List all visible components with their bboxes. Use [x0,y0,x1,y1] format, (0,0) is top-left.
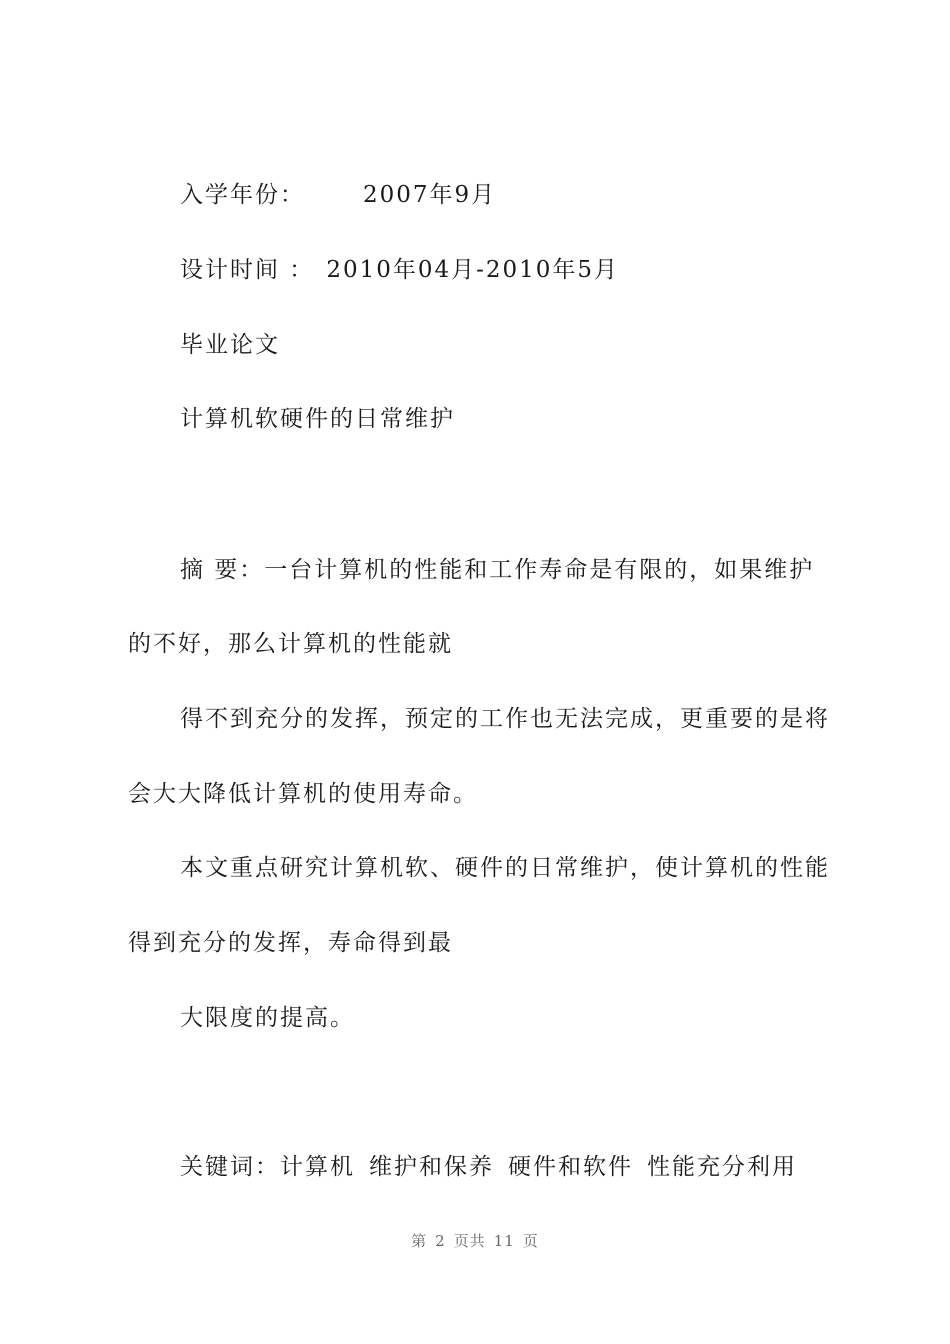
abstract-line: 会大大降低计算机的使用寿命。 [128,781,478,807]
keywords-label: 关键词： [180,1154,280,1180]
design-time-value: 2010年04月-2010年5月 [326,257,620,283]
keywords-line [180,1152,797,1182]
footer-prefix: 第 [411,1232,428,1250]
abstract-line: 大限度的提高。 [180,1005,355,1031]
design-time-line [180,255,619,285]
thesis-title: 计算机软硬件的日常维护 [180,406,455,432]
footer-total-pages: 11 [493,1232,515,1250]
footer-suffix: 页 [522,1232,539,1250]
keyword-item: 计算机 [280,1154,355,1180]
doc-type: 毕业论文 [180,332,280,358]
abstract-line: 摘 要：一台计算机的性能和工作寿命是有限的，如果维护 [180,557,815,583]
enroll-year-value: 2007年9月 [363,182,497,208]
design-time-label: 设计时间 ： [180,257,315,283]
abstract-line: 的不好，那么计算机的性能就 [128,631,453,657]
keyword-item: 维护和保养 [369,1154,494,1180]
abstract-line: 本文重点研究计算机软、硬件的日常维护，使计算机的性能 [180,855,830,881]
enroll-year-line [180,180,496,210]
page-footer [0,1230,950,1251]
abstract-line: 得不到充分的发挥，预定的工作也无法完成，更重要的是将 [180,706,830,732]
keyword-item: 性能充分利用 [647,1154,797,1180]
keyword-item: 硬件和软件 [508,1154,633,1180]
enroll-year-label: 入学年份： [180,182,305,208]
footer-middle: 页共 [453,1232,486,1250]
abstract-line: 得到充分的发挥，寿命得到最 [128,930,453,956]
footer-page-number: 2 [435,1232,446,1250]
